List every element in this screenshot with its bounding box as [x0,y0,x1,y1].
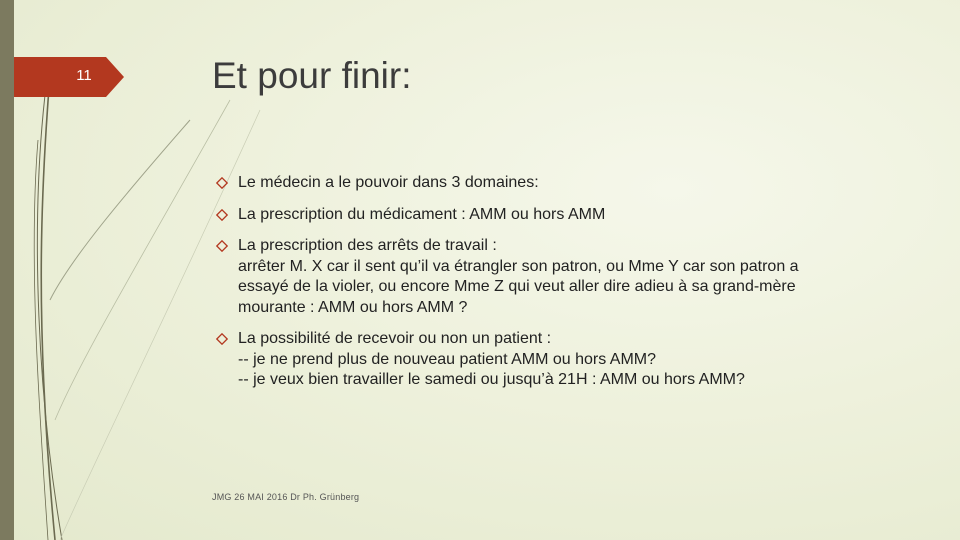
slide-number: 11 [76,67,92,84]
bullet-text: -- je ne prend plus de nouveau patient AMM ou hors AMM? [238,350,657,368]
diamond-bullet-icon [216,177,228,189]
bullet-item [214,205,904,226]
bullet-text: La possibilité de recevoir ou non un patient : [238,330,552,347]
bullet-text: essayé de la violer, ou encore Mme Z qui veut aller dire adieu à sa grand-mère [238,278,796,295]
diamond-bullet-icon [216,209,228,221]
bullet-text: La prescription des arrêts de travail : [238,237,497,254]
bullet-item [214,173,904,194]
diamond-bullet-icon [216,240,228,252]
bullet-item [214,236,904,318]
slide-title: Et pour finir: [212,55,412,96]
bullet-item [214,329,904,391]
bullet-text: Le médecin a le pouvoir dans 3 domaines: [238,174,539,191]
bullet-text: -- je veux bien travailler le samedi ou jusqu’à 21H : AMM ou hors AMM? [238,371,745,388]
bullet-list [214,173,904,402]
slide-footer: JMG 26 MAI 2016 Dr Ph. Grünberg [212,492,360,502]
bullet-text: mourante : AMM ou hors AMM ? [238,298,468,316]
bullet-text: La prescription du médicament : AMM ou hors AMM [238,205,606,223]
diamond-bullet-icon [216,333,228,345]
bullet-text: arrêter M. X car il sent qu’il va étrangler son patron, ou Mme Y car son patron a [238,257,799,275]
left-decorative-strip [0,0,14,540]
